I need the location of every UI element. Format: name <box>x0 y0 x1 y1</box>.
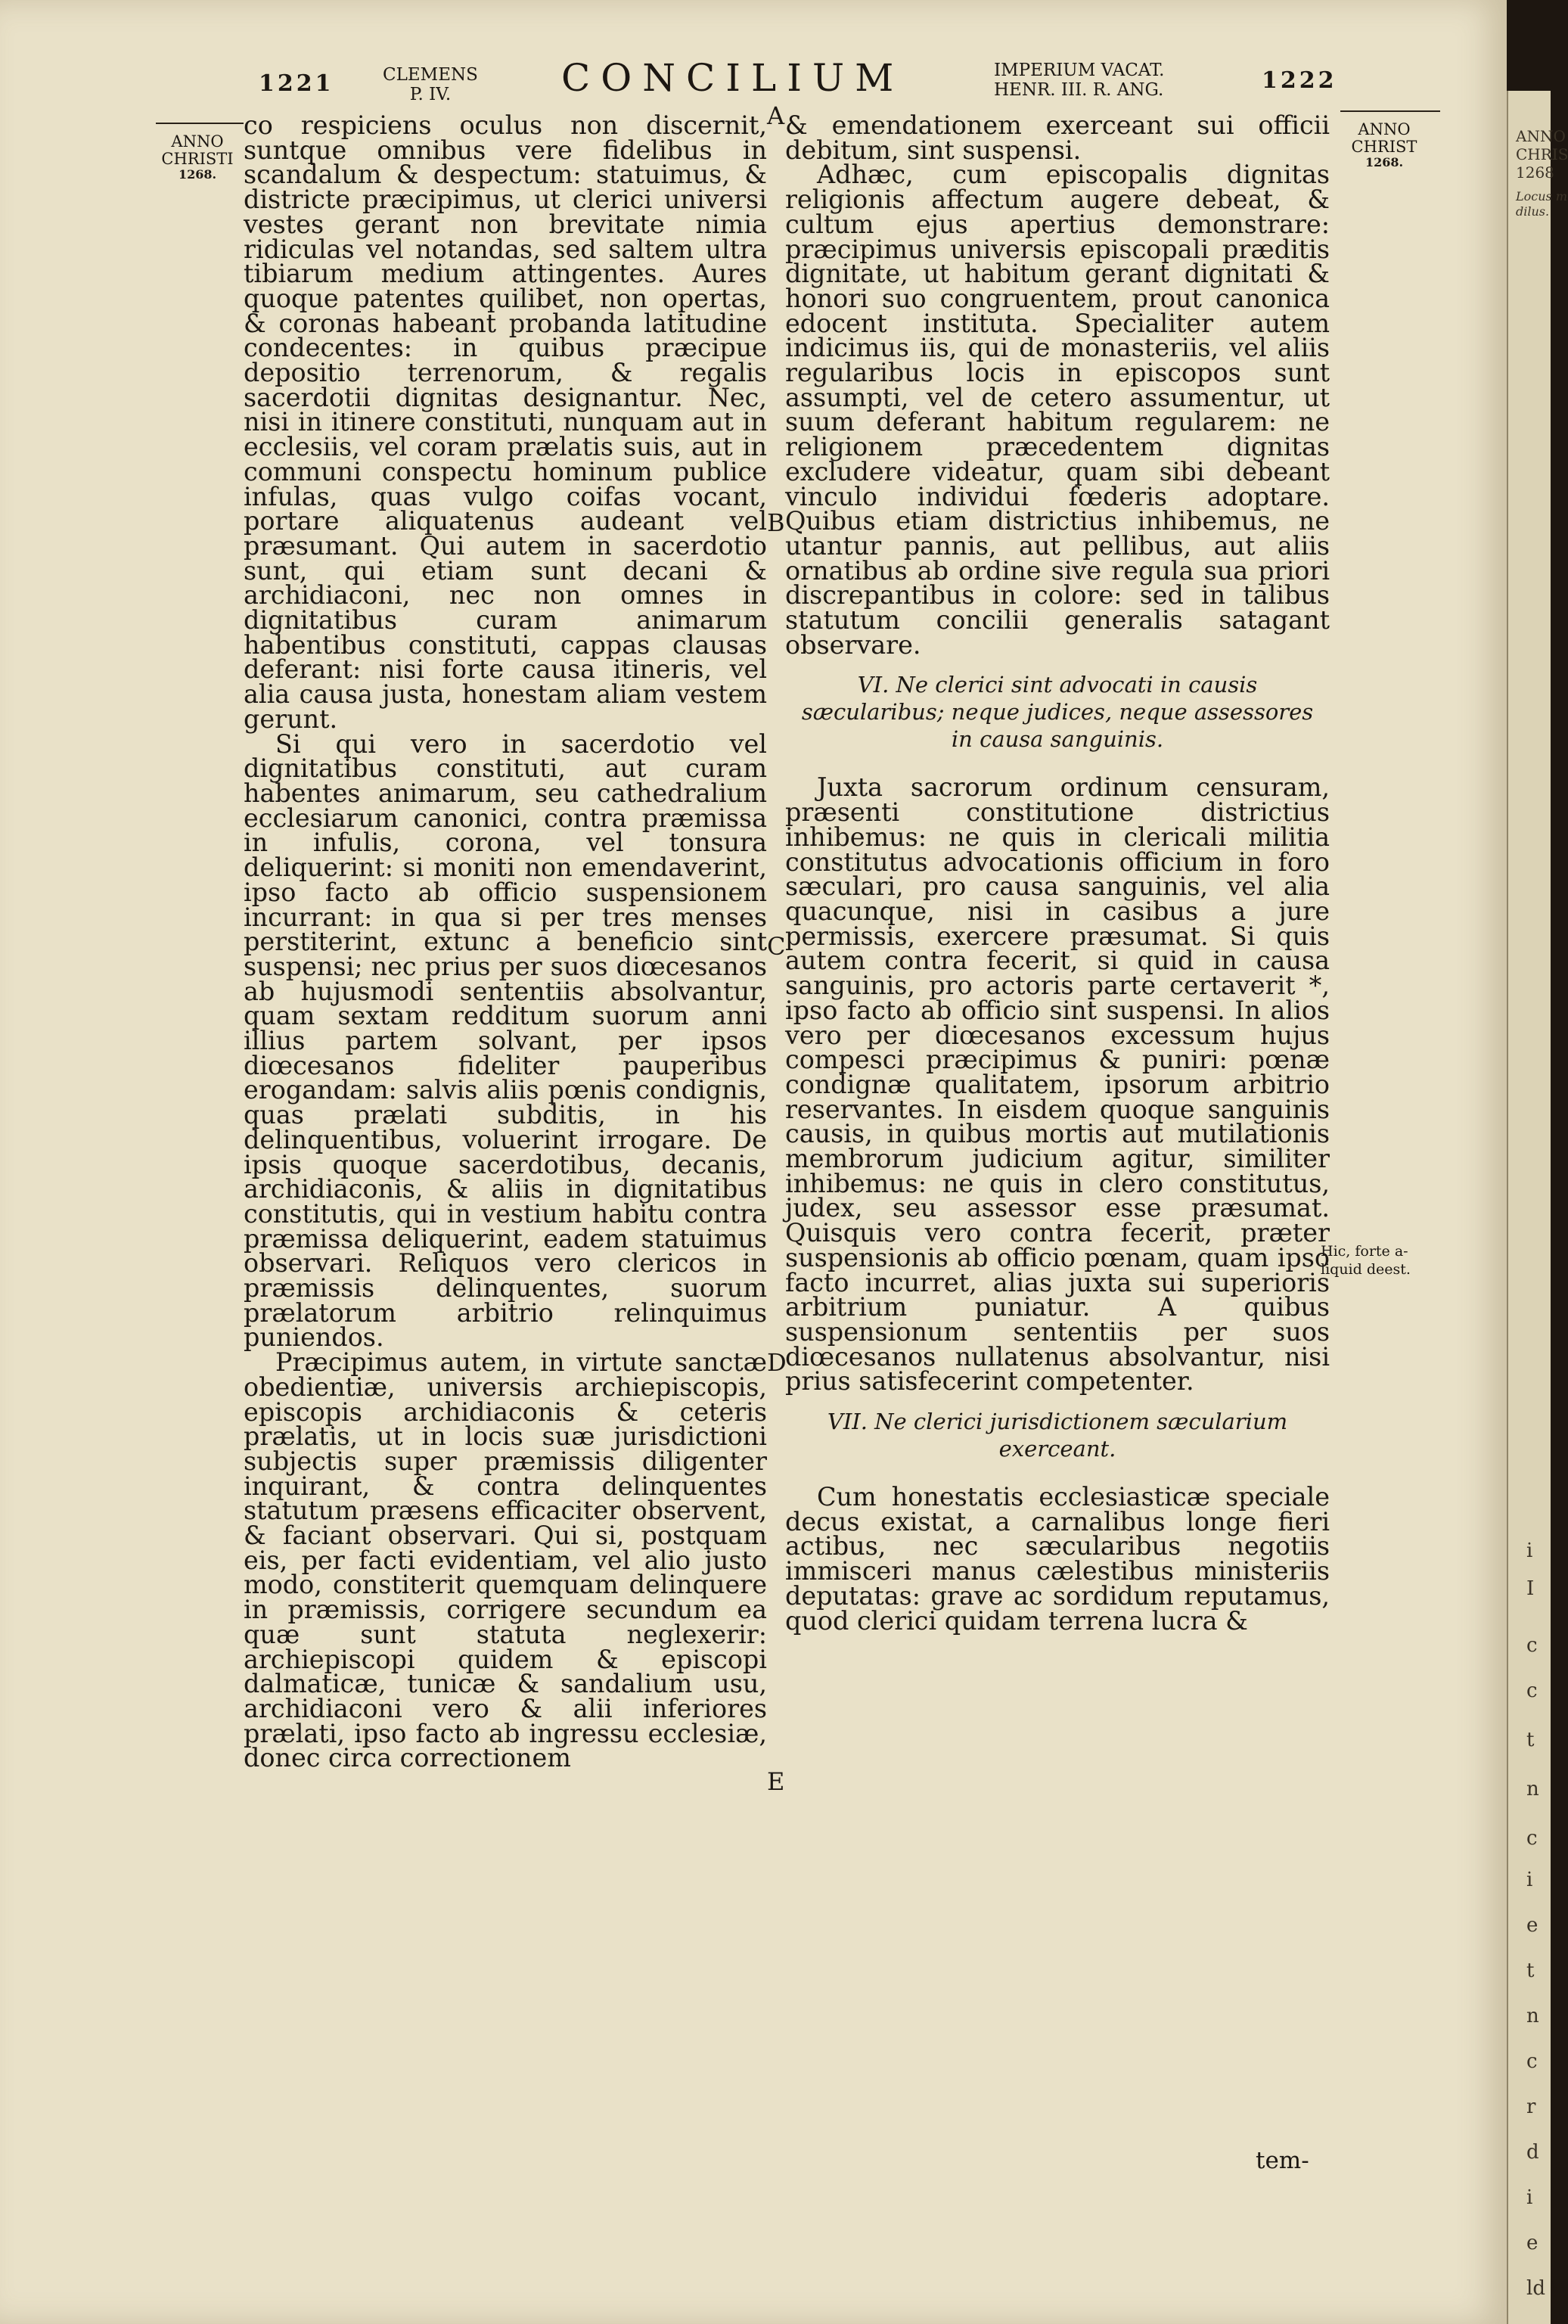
next-page-letter: i <box>1526 2186 1533 2209</box>
margin-rule-left <box>156 123 244 124</box>
right-paragraph-2: Adhæc, cum episcopalis dignitas religionis affectum augere debeat, & cultum ejus apertius demonstrare: præcipimus universis episcopali præditis dignitate, ut habitum gerant dignitati & honori suo congruentem, prout canonica edocent instituta. Specialiter autem indicimus iis, qui de monasteriis, vel aliis regularibus locis in episcopos sunt assumpti, vel de cetero assumentur, ut suum deferant habitum regularem: ne religionem præcedentem dignitas excludere videatur, quam sibi debeant vinculo individui fœderis adoptare. Quibus etiam districtius inhibemus, ne utantur pannis, aut pellibus, aut aliis ornatibus ab ordine sive regula sua priori discrepantibus in colore: sed in talibus statutum concilii generalis satagant observare. <box>785 160 1330 660</box>
side-note <box>1321 1242 1411 1279</box>
margin-rule-right <box>1340 110 1440 112</box>
next-page-letter: i <box>1526 1869 1533 1891</box>
section-marker-b: B <box>767 508 785 537</box>
next-page-note-1: Locus m <box>1516 189 1567 204</box>
page-number-left: 1221 <box>259 70 334 97</box>
margin-year-right <box>1339 121 1430 169</box>
chapter-heading-vi: VI. Ne clerici sint advocati in causis sæcularibus; neque judices, neque assessores in causa sanguinis. <box>801 672 1314 753</box>
section-marker-c: C <box>767 932 786 961</box>
next-page-letter: ld <box>1526 2277 1545 2300</box>
pope-name: CLEMENS <box>383 65 478 85</box>
margin-christi-label: CHRISTI <box>161 150 234 169</box>
chapter-heading-vii: VII. Ne clerici jurisdictionem sæcularium exerceant. <box>827 1409 1288 1462</box>
next-page-letter: d <box>1526 2141 1539 2164</box>
next-page-letter: I <box>1526 1577 1535 1600</box>
side-note-line-2: liquid deest. <box>1321 1261 1411 1278</box>
running-head-title: CONCILIUM <box>561 56 905 100</box>
pope-number: P. IV. <box>409 85 452 105</box>
left-paragraph-1: co respiciens oculus non discernit, suntque omnibus vere fidelibus in scandalum & despectum: statuimus, & districte præcipimus, ut clerici universi vestes gerant non brevitate nimia ridiculas vel notandas, sed saltem ultra tibiarum medium attingentes. Aures quoque patentes quilibet, non opertas, & coronas habeant probanda latitudine condecentes: in quibus præcipue depositio terrenorum, & regalis sacerdotii dignitas designantur. Nec, nisi in itinere constituti, nunquam aut in ecclesiis, vel coram prælatis suis, aut in communi conspectu hominum publice infulas, quas vulgo coifas vocant, portare aliquatenus audeant vel præsumant. Qui autem in sacerdotio sunt, qui etiam sunt decani & archidiaconi, nec non omnes in dignitatibus curam animarum habentibus constituti, cappas clausas deferant: nisi forte causa itineris, vel alia causa justa, honestam aliam vestem gerunt. <box>244 110 767 734</box>
running-head-empire <box>994 61 1164 101</box>
left-paragraph-2: Si qui vero in sacerdotio vel dignitatibus constituti, aut curam habentes animarum, seu cathedralium ecclesiarum canonici, contra præmissa in infulis, corona, vel tonsura deliquerint: si moniti non emendaverint, ipso facto ab officio suspensionem incurrant: in qua si per tres menses perstiterint, extunc a beneficio sint suspensi; nec prius per suos diœcesanos ab hujusmodi sententiis absolvantur, quam sextam redditum suorum anni illius partem solvant, per ipsos diœcesanos fideliter pauperibus erogandam: salvis aliis pœnis condignis, quas prælati subditis, in his delinquentibus, voluerint irrogare. De ipsis quoque sacerdotibus, decanis, archidiaconis, & aliis in dignitatibus constitutis, qui in vestium habitu contra præmissa deliquerint, eadem statuimus observari. Reliquos vero clericos in præmissis delinquentes, suorum prælatorum arbitrio relinquimus puniendos. <box>244 729 767 1353</box>
next-page-letter: i <box>1526 1539 1533 1562</box>
running-head-pope <box>383 65 478 105</box>
right-paragraph-1: & emendationem exerceant sui officii debitum, sint suspensi. <box>785 110 1330 165</box>
next-page-year: 1268 <box>1516 163 1554 182</box>
margin-anno-label: ANNO <box>1358 120 1411 138</box>
section-marker-e: E <box>767 1767 785 1796</box>
next-page-letter: n <box>1526 2005 1539 2027</box>
margin-anno-label: ANNO <box>171 132 224 151</box>
next-page-letter: c <box>1526 1679 1538 1702</box>
left-paragraph-3: Præcipimus autem, in virtute sanctæ obedientiæ, universis archiepiscopis, episcopis archidiaconis & ceteris prælatis, ut in locis suæ jurisdictioni subjectis super præmissis diligenter inquirant, & contra delinquentes statutum præsens efficaciter observent, & faciant observari. Qui si, postquam eis, per facti evidentiam, vel alio justo modo, constiterit quemquam delinquere in præmissis, corrigere secundum ea quæ sunt statuta neglexerir: archiepiscopi quidem & episcopi dalmaticæ, tunicæ & sandalium usu, archidiaconi vero & alii inferiores prælati, ipso facto ab ingressu ecclesiæ, donec circa correctionem <box>244 1347 767 1773</box>
next-page-christi: CHRIS <box>1516 145 1568 163</box>
empire-line-1: IMPERIUM VACAT. <box>994 61 1165 80</box>
side-note-line-1: Hic, forte a- <box>1321 1243 1408 1260</box>
next-page-note-2: dilus. <box>1516 204 1550 219</box>
next-page-letter: c <box>1526 2050 1538 2073</box>
right-column <box>785 110 1330 1636</box>
next-page-letter: e <box>1526 2232 1539 2254</box>
catchword: tem- <box>1256 2147 1309 2174</box>
section-marker-d: D <box>767 1348 787 1377</box>
right-paragraph-3: Juxta sacrorum ordinum censuram, præsenti constitutione districtius inhibemus: ne quis in clericali militia constitutus advocationis officium in foro sæculari, pro causa sanguinis, vel alia quacunque, nisi in casibus a jure permissis, exercere præsumat. Si quis autem contra fecerit, si quid in causa sanguinis, pro actoris parte certaverit *, ipso facto ab officio sint suspensi. In alios vero per diœcesanos excessum hujus compesci præcipimus & puniri: pœnæ condignæ qualitatem, ipsorum arbitrio reservantes. In eisdem quoque sanguinis causis, in quibus mortis aut mutilationis membrorum judicium agitur, similiter inhibemus: ne quis in clero constitutus, judex, seu assessor esse præsumat. Quisquis vero contra fecerit, præter suspensionis ab officio pœnam, quam ipso facto incurret, alias juxta sui superioris arbitrium puniatur. A quibus suspensionum sententiis per suos diœcesanos nullatenus absolvantur, nisi prius satisfecerint competenter. <box>785 772 1330 1397</box>
left-column <box>244 110 767 1773</box>
right-paragraph-4: Cum honestatis ecclesiasticæ speciale decus existat, a carnalibus longe fieri actibus, nec sæcularibus negotiis immisceri manus cælestibus ministeriis deputatas: grave ac sordidum reputamus, quod clerici quidam terrena lucra & <box>785 1482 1330 1636</box>
margin-christi-label: CHRIST <box>1351 138 1417 157</box>
next-page-letter: c <box>1526 1827 1538 1850</box>
next-page-edge <box>1507 91 1568 2324</box>
margin-year-left <box>156 133 239 182</box>
next-page-letter: t <box>1526 1729 1535 1751</box>
next-page-letter: e <box>1526 1914 1539 1937</box>
next-page-letter: t <box>1526 1959 1535 1982</box>
next-page-letter: c <box>1526 1634 1538 1657</box>
section-marker-a: A <box>767 101 785 130</box>
page-number-right: 1222 <box>1262 67 1337 94</box>
next-page-anno: ANNO <box>1516 127 1566 145</box>
empire-line-2: HENR. III. R. ANG. <box>994 80 1164 101</box>
margin-year-value: 1268. <box>178 167 217 182</box>
next-page-letter: r <box>1526 2096 1536 2118</box>
margin-year-value: 1268. <box>1365 155 1404 170</box>
next-page-letter: n <box>1526 1778 1539 1800</box>
